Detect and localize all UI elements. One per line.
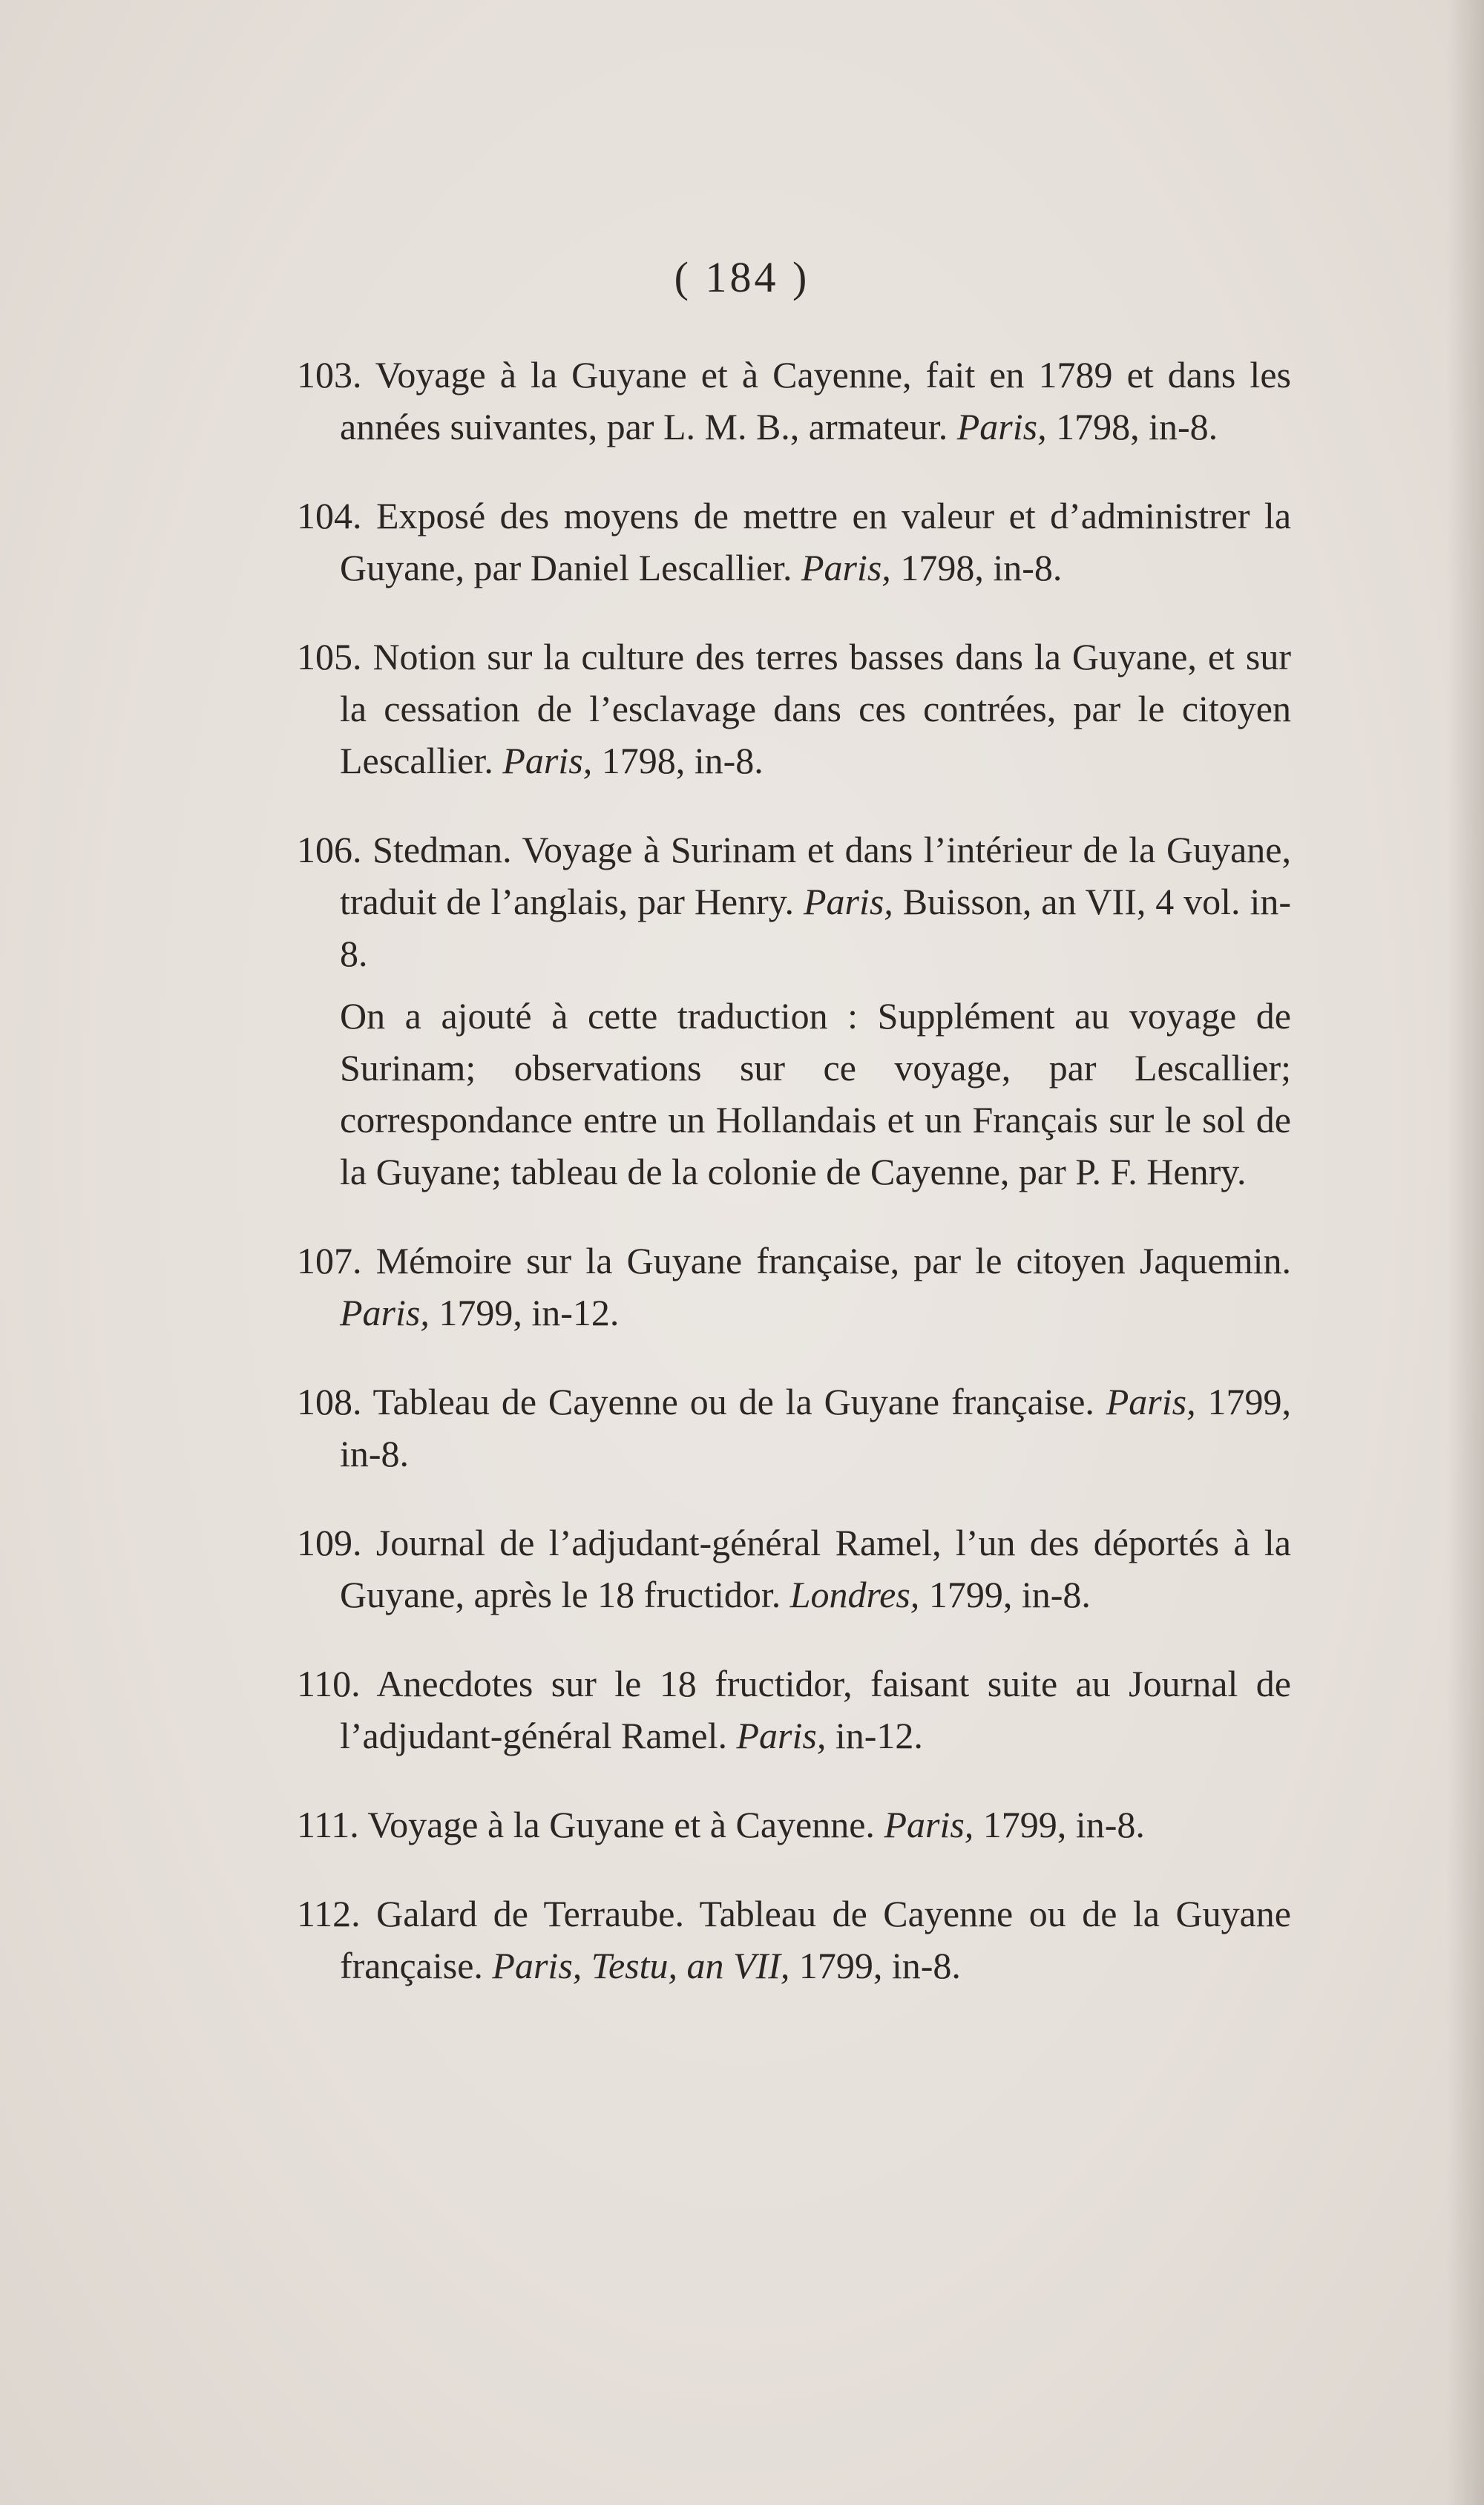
page-edge-shadow <box>1447 0 1484 2505</box>
entry-tail: 1798, in-8. <box>900 547 1063 588</box>
entry-text: Notion sur la culture des terres basses dans la Guyane, et sur la cessation de l’esclavage dans ces contrées, par le citoyen Lescallier. <box>340 636 1291 781</box>
entry-tail: in-12. <box>835 1715 923 1756</box>
entry-place: Paris, <box>502 740 593 781</box>
entry-number: 104. <box>297 495 362 536</box>
entry-text: Voyage à la Guyane et à Cayenne. <box>367 1804 875 1845</box>
entry-place: Paris, <box>1106 1381 1196 1422</box>
entry-number: 110. <box>297 1663 361 1704</box>
entry-text: Anecdotes sur le 18 fructidor, faisant suite au Journal de l’adjudant-général Ramel. <box>340 1663 1291 1756</box>
entry-112 <box>297 1888 1291 1992</box>
entry-104 <box>297 490 1291 594</box>
entry-tail: 1799, in-8. <box>928 1574 1091 1615</box>
entry-text: Stedman. Voyage à Surinam et dans l’intérieur de la Guyane, traduit de l’anglais, par Henry. <box>340 829 1292 922</box>
entry-place: Paris, <box>956 406 1047 447</box>
entry-place: Paris, <box>340 1292 430 1333</box>
entry-tail: 1799, in-8. <box>340 1381 1291 1474</box>
entry-number: 109. <box>297 1522 362 1563</box>
entry-number: 106. <box>297 829 362 870</box>
entry-105 <box>297 631 1291 787</box>
entry-110 <box>297 1658 1291 1762</box>
entry-text: Journal de l’adjudant-général Ramel, l’un des déportés à la Guyane, après le 18 fructidor. <box>340 1522 1291 1615</box>
entry-111 <box>297 1799 1291 1851</box>
entry-tail: 1799, in-8. <box>798 1945 961 1986</box>
entry-tail: Buisson, an VII, 4 vol. in-8. <box>340 881 1291 974</box>
page-number: ( 184 ) <box>674 253 810 301</box>
entry-103 <box>297 349 1291 453</box>
entry-place: Londres, <box>789 1574 920 1615</box>
entry-place: Paris, <box>801 547 891 588</box>
entry-place: Paris, <box>884 1804 974 1845</box>
entry-place: Paris, <box>803 881 893 922</box>
entry-107 <box>297 1235 1291 1339</box>
entry-tail: 1798, in-8. <box>1056 406 1218 447</box>
entry-text: Exposé des moyens de mettre en valeur et d’administrer la Guyane, par Daniel Lescallier. <box>340 495 1292 588</box>
entry-tail: 1799, in-12. <box>439 1292 620 1333</box>
entry-number: 112. <box>297 1893 361 1934</box>
entry-tail: 1798, in-8. <box>601 740 764 781</box>
entry-place: Paris, <box>736 1715 827 1756</box>
entry-number: 103. <box>297 354 362 395</box>
entry-text: Tableau de Cayenne ou de la Guyane française. <box>372 1381 1094 1422</box>
entry-tail: 1799, in-8. <box>982 1804 1145 1845</box>
entry-place: Paris, Testu, an VII, <box>492 1945 790 1986</box>
bibliography-list <box>297 312 1291 2017</box>
entry-text: Galard de Terraube. Tableau de Cayenne ou de la Guyane française. <box>340 1893 1291 1986</box>
entry-number: 105. <box>297 636 362 677</box>
entry-text: Voyage à la Guyane et à Cayenne, fait en 1789 et dans les années suivantes, par L. M. B., armateur. <box>340 354 1291 447</box>
entry-106 <box>297 824 1291 979</box>
entry-106-note: On a ajouté à cette traduction : Supplément au voyage de Surinam; observations sur ce voyage, par Lescallier; correspondance entre un Hollandais et un Français sur le sol de la Guyane; tableau de la colonie de Cayenne, par P. F. Henry. <box>340 995 1291 1192</box>
entry-number: 107. <box>297 1240 362 1281</box>
entry-text: Mémoire sur la Guyane française, par le citoyen Jaquemin. <box>375 1240 1291 1281</box>
entry-number: 108. <box>297 1381 362 1422</box>
entry-number: 111. <box>297 1804 359 1845</box>
entry-108 <box>297 1376 1291 1480</box>
entry-109 <box>297 1517 1291 1621</box>
